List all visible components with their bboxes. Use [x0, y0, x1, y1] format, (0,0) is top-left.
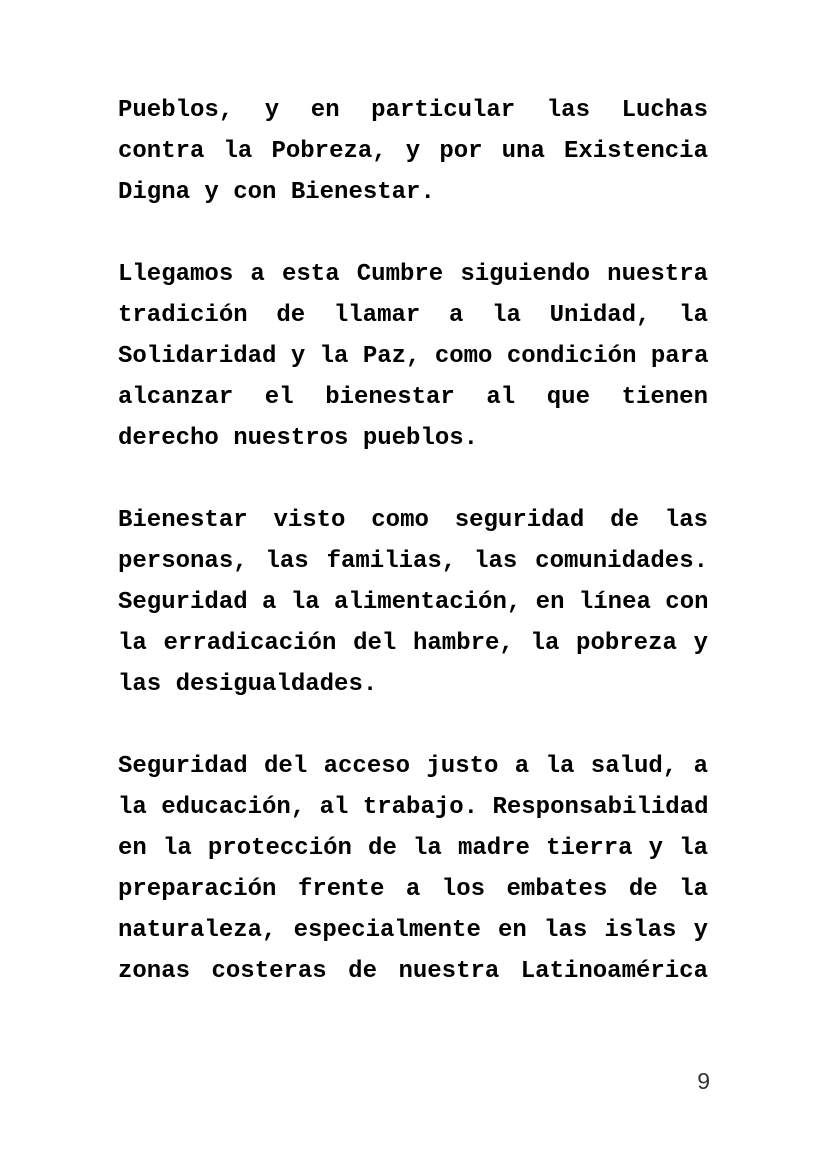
text-line: alcanzar el bienestar al que tienen [118, 384, 708, 411]
text-line: zonas costeras de nuestra Latinoamérica [118, 958, 708, 985]
document-paragraph [118, 254, 708, 459]
text-line: la educación, al trabajo. Responsabilidad [118, 794, 709, 821]
text-line: Seguridad del acceso justo a la salud, a [118, 753, 708, 780]
text-line: la erradicación del hambre, la pobreza y [118, 630, 708, 657]
text-line: tradición de llamar a la Unidad, la [118, 302, 708, 329]
text-line: Seguridad a la alimentación, en línea con [118, 589, 709, 616]
page-number: 9 [697, 1068, 710, 1094]
document-paragraph [118, 746, 708, 992]
text-line: contra la Pobreza, y por una Existencia [118, 138, 708, 165]
document-body [118, 90, 708, 992]
text-line: Bienestar visto como seguridad de las [118, 507, 708, 534]
document-paragraph [118, 500, 708, 705]
text-line: Digna y con Bienestar. [118, 179, 435, 206]
text-line: en la protección de la madre tierra y la [118, 835, 708, 862]
text-line: personas, las familias, las comunidades. [118, 548, 708, 575]
text-line: Pueblos, y en particular las Luchas [118, 97, 708, 124]
text-line: Solidaridad y la Paz, como condición para [118, 343, 709, 370]
document-paragraph [118, 90, 708, 213]
text-line: naturaleza, especialmente en las islas y [118, 917, 708, 944]
text-line: derecho nuestros pueblos. [118, 425, 479, 452]
text-line: Llegamos a esta Cumbre siguiendo nuestra [118, 261, 708, 288]
text-line: preparación frente a los embates de la [118, 876, 708, 903]
page-footer [118, 1066, 710, 1096]
text-line: las desigualdades. [118, 671, 378, 698]
